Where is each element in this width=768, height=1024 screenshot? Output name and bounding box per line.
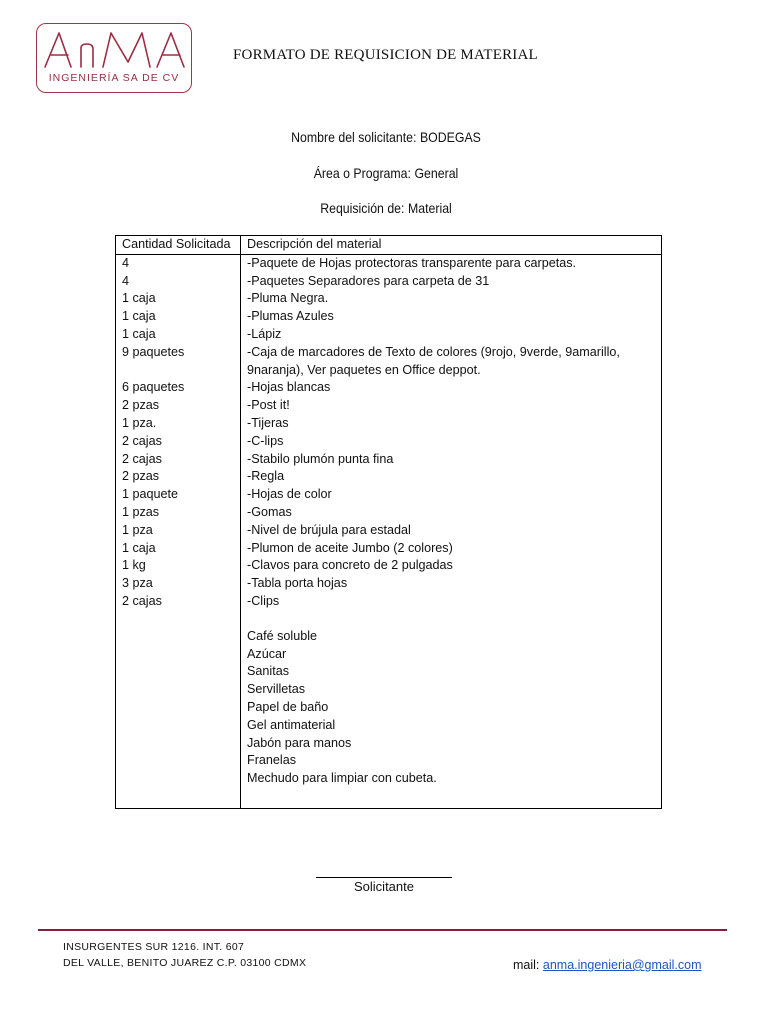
table-row xyxy=(116,254,662,272)
extra-item-cell: Café soluble xyxy=(241,628,662,646)
table-row-extra xyxy=(116,646,662,664)
table-row xyxy=(116,451,662,469)
quantity-cell: 1 pza xyxy=(116,522,241,540)
extra-item-cell: Azúcar xyxy=(241,646,662,664)
address-line-1: INSURGENTES SUR 1216. INT. 607 xyxy=(63,941,245,953)
requester-label: Nombre del solicitante: xyxy=(291,129,417,145)
quantity-cell: 2 pzas xyxy=(116,468,241,486)
quantity-cell: 2 pzas xyxy=(116,397,241,415)
table-row-extra xyxy=(116,735,662,753)
table-row xyxy=(116,273,662,291)
description-cell: -Tabla porta hojas xyxy=(241,575,662,593)
company-logo xyxy=(36,23,192,93)
mail-link[interactable]: anma.ingenieria@gmail.com xyxy=(542,958,702,972)
quantity-cell: 2 cajas xyxy=(116,593,241,611)
description-cell: -C-lips xyxy=(241,433,662,451)
extra-item-cell: Mechudo para limpiar con cubeta. xyxy=(241,770,662,788)
quantity-cell: 4 xyxy=(116,273,241,291)
table-row xyxy=(116,504,662,522)
table-row xyxy=(116,290,662,308)
description-cell: -Paquetes Separadores para carpeta de 31 xyxy=(241,273,662,291)
description-cell: -Plumon de aceite Jumbo (2 colores) xyxy=(241,540,662,558)
quantity-cell: 3 pza xyxy=(116,575,241,593)
description-cell: -Paquete de Hojas protectoras transparente para carpetas. xyxy=(241,254,662,272)
description-cell: -Gomas xyxy=(241,504,662,522)
quantity-cell: 9 paquetes xyxy=(116,344,241,380)
quantity-cell: 1 caja xyxy=(116,540,241,558)
extra-item-cell: Jabón para manos xyxy=(241,735,662,753)
signature-label: Solicitante xyxy=(354,879,414,894)
table-row-extra xyxy=(116,752,662,770)
table-tail-row xyxy=(116,788,662,809)
quantity-cell: 6 paquetes xyxy=(116,379,241,397)
header-quantity: Cantidad Solicitada xyxy=(116,236,241,255)
description-cell: -Clavos para concreto de 2 pulgadas xyxy=(241,557,662,575)
table-row xyxy=(116,433,662,451)
extra-item-cell: Sanitas xyxy=(241,663,662,681)
quantity-cell: 2 cajas xyxy=(116,451,241,469)
requisition-table xyxy=(115,235,662,809)
table-row xyxy=(116,415,662,433)
quantity-cell: 2 cajas xyxy=(116,433,241,451)
document-title: FORMATO DE REQUISICION DE MATERIAL xyxy=(233,47,538,63)
extra-item-cell: Franelas xyxy=(241,752,662,770)
signature-line xyxy=(316,877,452,878)
table-row xyxy=(116,397,662,415)
requisition-type-line xyxy=(46,200,725,216)
table-row xyxy=(116,379,662,397)
table-row-extra xyxy=(116,663,662,681)
description-cell: -Post it! xyxy=(241,397,662,415)
table-spacer-row xyxy=(116,611,662,628)
requester-value: BODEGAS xyxy=(419,129,481,145)
footer-mail xyxy=(513,958,701,972)
description-cell: -Lápiz xyxy=(241,326,662,344)
table-row xyxy=(116,557,662,575)
description-cell: -Tijeras xyxy=(241,415,662,433)
table-row xyxy=(116,522,662,540)
description-cell: -Clips xyxy=(241,593,662,611)
description-cell: -Caja de marcadores de Texto de colores (9rojo, 9verde, 9amarillo, 9naranja), Ver paquetes en Office deppot. xyxy=(241,344,662,380)
description-cell: -Hojas de color xyxy=(241,486,662,504)
table-row xyxy=(116,575,662,593)
extra-item-cell: Papel de baño xyxy=(241,699,662,717)
table-row-extra xyxy=(116,717,662,735)
table-row-extra xyxy=(116,628,662,646)
description-cell: -Plumas Azules xyxy=(241,308,662,326)
quantity-cell: 1 caja xyxy=(116,290,241,308)
extra-item-cell: Servilletas xyxy=(241,681,662,699)
area-value: General xyxy=(414,165,459,181)
requisition-value: Material xyxy=(407,200,452,216)
requisition-label: Requisición de: xyxy=(320,200,405,216)
requester-name-line xyxy=(46,129,725,145)
table-row-extra xyxy=(116,681,662,699)
table-row xyxy=(116,486,662,504)
table-row-extra xyxy=(116,770,662,788)
mail-label: mail: xyxy=(513,958,540,972)
quantity-cell: 4 xyxy=(116,254,241,272)
table-row xyxy=(116,468,662,486)
quantity-cell: 1 caja xyxy=(116,308,241,326)
quantity-cell: 1 caja xyxy=(116,326,241,344)
quantity-cell: 1 pza. xyxy=(116,415,241,433)
quantity-cell: 1 pzas xyxy=(116,504,241,522)
area-label: Área o Programa: xyxy=(313,165,411,181)
address-line-2: DEL VALLE, BENITO JUAREZ C.P. 03100 CDMX xyxy=(63,957,307,969)
footer-divider xyxy=(38,929,727,931)
table-row xyxy=(116,308,662,326)
table-row-extra xyxy=(116,699,662,717)
logo-subtitle: INGENIERÍA SA DE CV xyxy=(48,72,180,84)
description-cell: -Hojas blancas xyxy=(241,379,662,397)
table-header-row xyxy=(116,236,662,255)
description-cell: -Nivel de brújula para estadal xyxy=(241,522,662,540)
extra-item-cell: Gel antimaterial xyxy=(241,717,662,735)
area-program-line xyxy=(46,165,725,181)
header-description: Descripción del material xyxy=(241,236,662,255)
table-row xyxy=(116,344,662,380)
quantity-cell: 1 kg xyxy=(116,557,241,575)
quantity-cell: 1 paquete xyxy=(116,486,241,504)
description-cell: -Stabilo plumón punta fina xyxy=(241,451,662,469)
description-cell: -Pluma Negra. xyxy=(241,290,662,308)
description-cell: -Regla xyxy=(241,468,662,486)
table-row xyxy=(116,540,662,558)
table-row xyxy=(116,593,662,611)
table-row xyxy=(116,326,662,344)
